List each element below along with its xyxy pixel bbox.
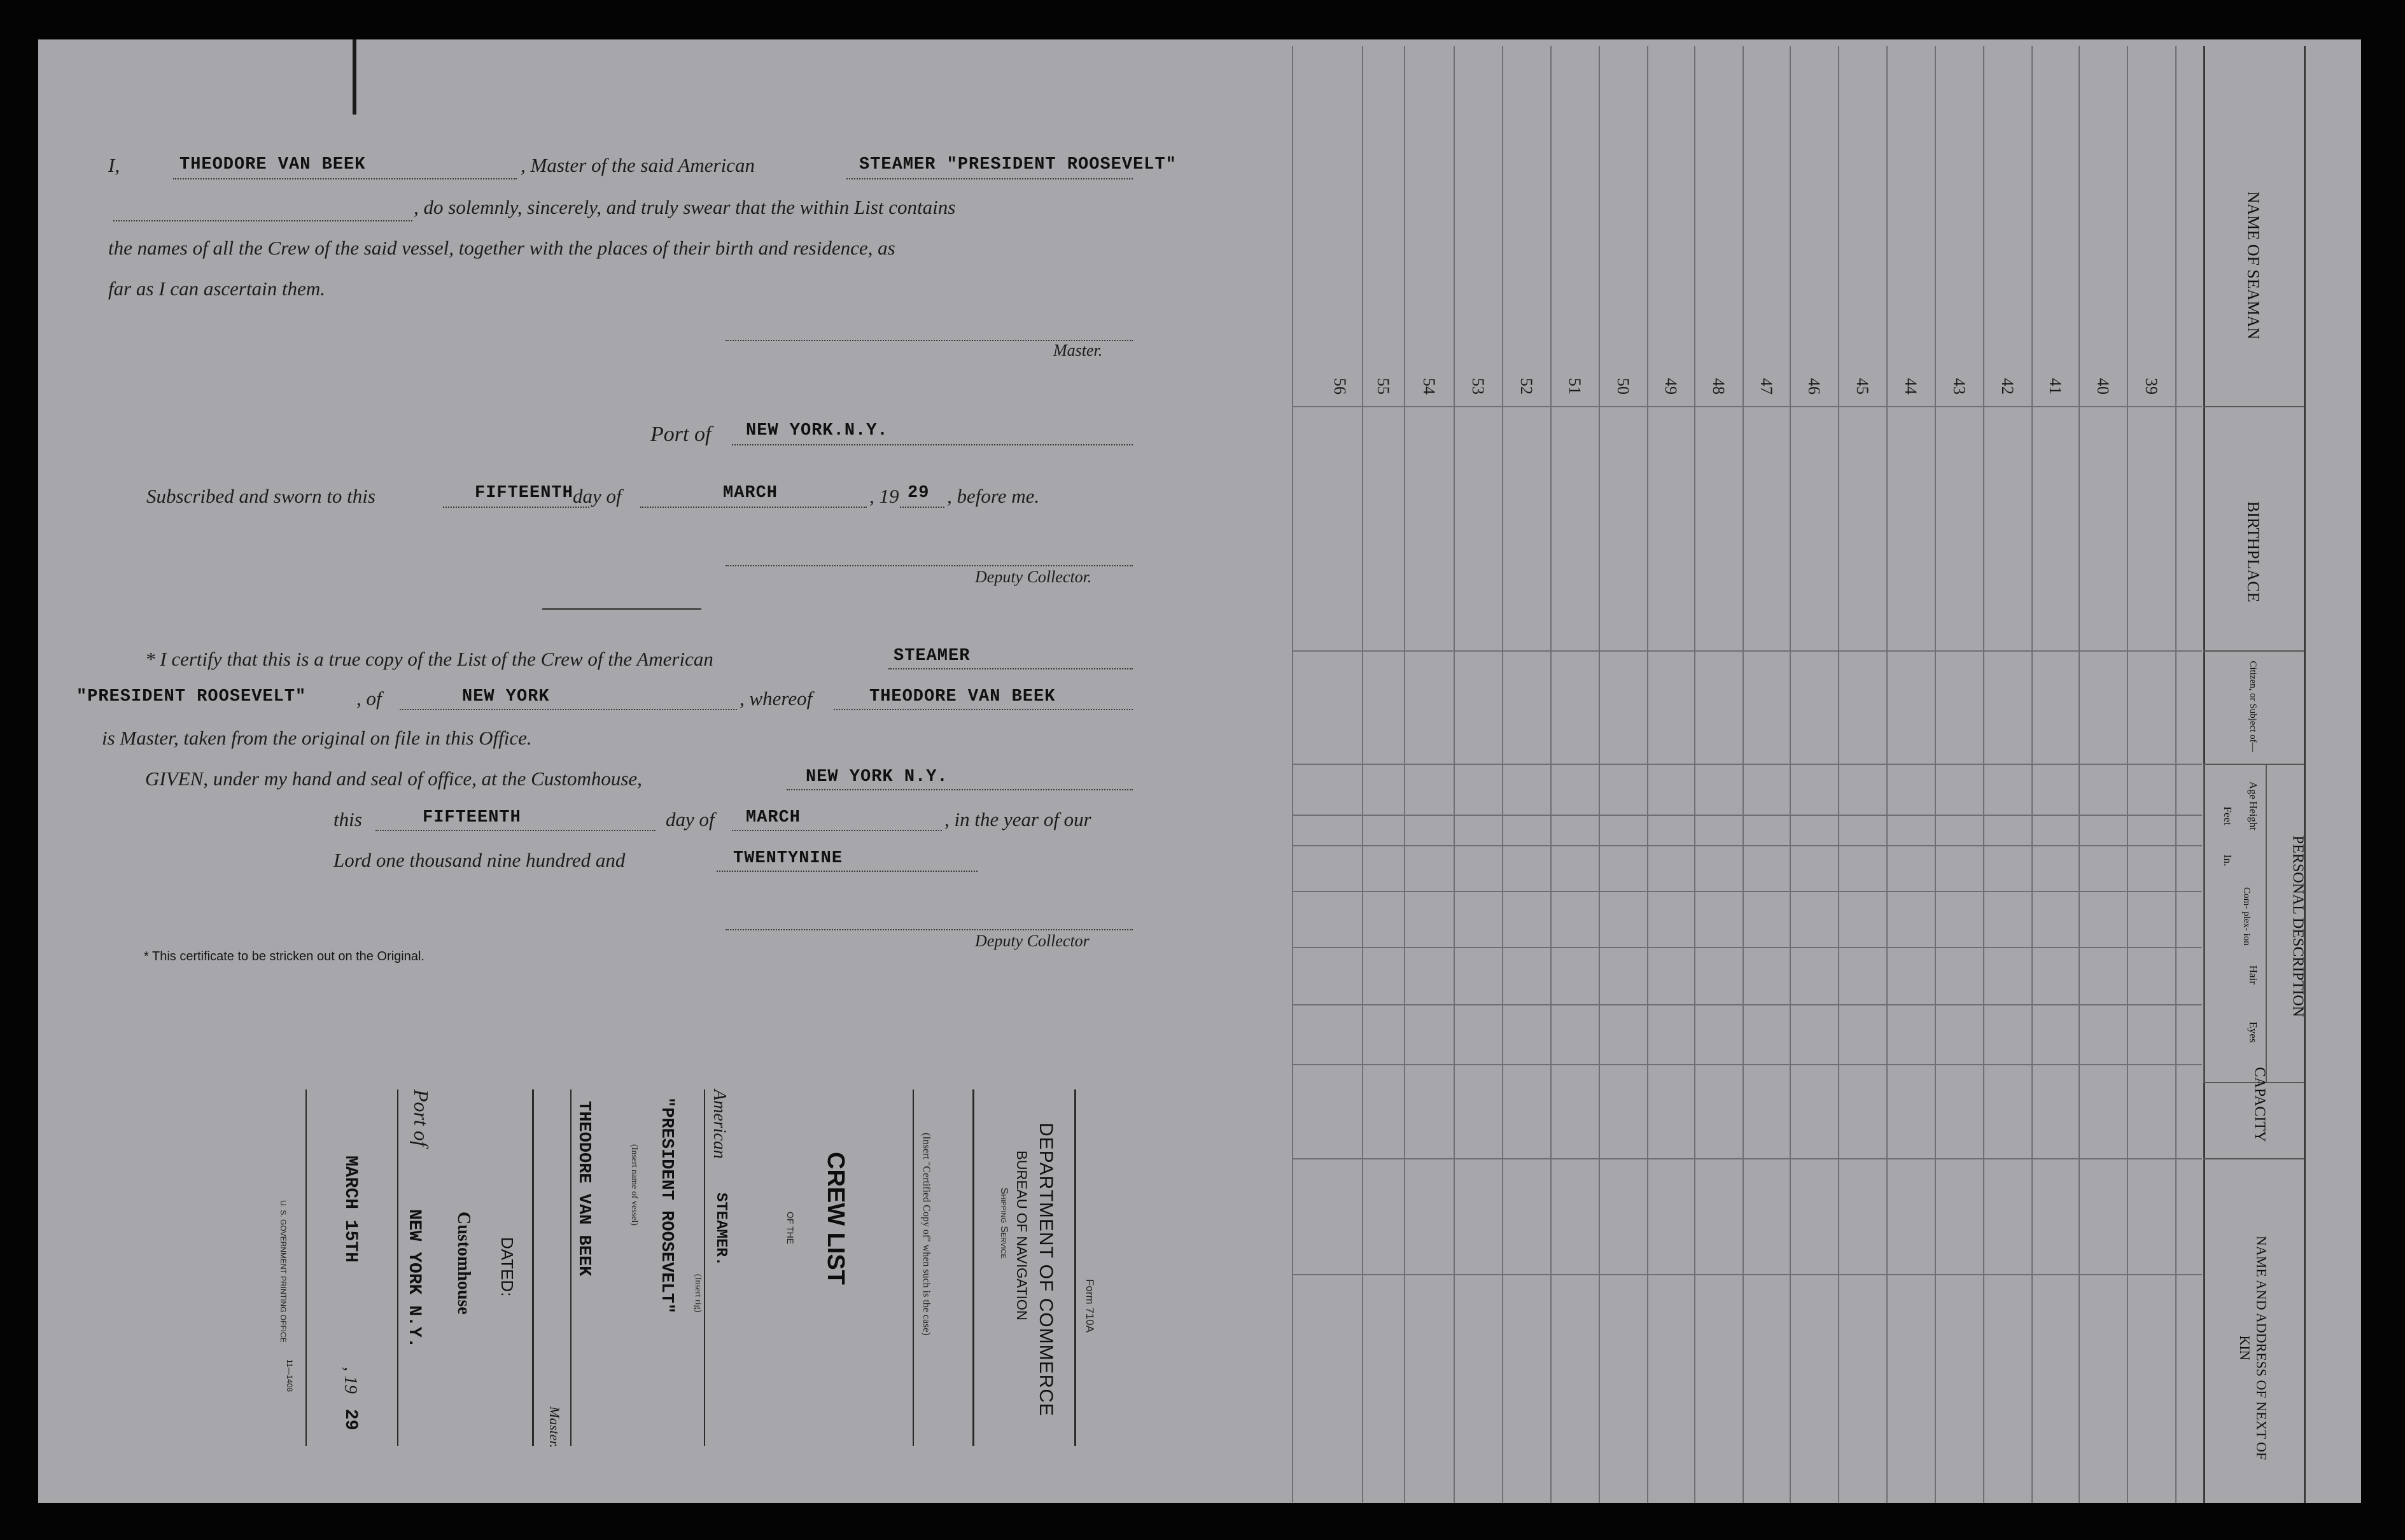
- header-height: Height: [2247, 801, 2259, 831]
- header-citizen: Citizen, or Subject of—: [2248, 661, 2258, 752]
- row-number: 53: [1469, 378, 1487, 395]
- docket-rule: [704, 1089, 705, 1446]
- sworn-year-prefix: , 19: [869, 485, 899, 507]
- cert-month: MARCH: [746, 808, 801, 827]
- cert-master: THEODORE VAN BEEK: [869, 687, 1056, 706]
- docket-printing-office: U. S. GOVERNMENT PRINTING OFFICE: [279, 1200, 288, 1343]
- docket-rule: [570, 1089, 571, 1446]
- oath-master-label: Master.: [1053, 341, 1103, 360]
- docket-port-of: Port of: [410, 1089, 433, 1147]
- row-number: 49: [1662, 378, 1680, 395]
- deputy-collector-label: Deputy Collector.: [975, 568, 1092, 586]
- row-number: 48: [1709, 378, 1728, 395]
- header-personal-description: PERSONAL DESCRIPTION: [2289, 835, 2306, 1018]
- oath-master-of: , Master of the said American: [521, 154, 755, 176]
- binding-mark: [353, 39, 356, 115]
- row-number: 52: [1517, 378, 1536, 395]
- row-number: 43: [1950, 378, 1968, 395]
- oath-line3: the names of all the Crew of the said vessel, together with the places of their birth and residence, as: [108, 237, 895, 259]
- cert-line1: * I certify that this is a true copy of the List of the Crew of the American: [145, 648, 713, 670]
- cert-lord: Lord one thousand nine hundred and: [333, 849, 626, 871]
- docket-customhouse: Customhouse: [454, 1212, 473, 1315]
- header-age: Age: [2247, 781, 2259, 800]
- crew-table: [1292, 46, 2304, 1503]
- day-of-label: day of: [573, 485, 622, 507]
- row-number: 46: [1805, 378, 1823, 395]
- row-number: 42: [1998, 378, 2017, 395]
- docket-service: Shipping Service: [999, 1187, 1009, 1259]
- oath-line2: , do solemnly, sincerely, and truly swear that the within List contains: [414, 196, 956, 218]
- subscribed-label: Subscribed and sworn to this: [146, 485, 375, 507]
- cert-day: FIFTEENTH: [423, 808, 521, 827]
- row-number: 55: [1374, 378, 1392, 395]
- cert-of-value: NEW YORK: [462, 687, 550, 706]
- header-capacity: CAPACITY: [2251, 1067, 2268, 1142]
- docket-vessel: "PRESIDENT ROOSEVELT": [657, 1097, 676, 1314]
- docket-year-prefix: , 19: [340, 1367, 360, 1394]
- docket-insert-note: (Insert "Certified Copy of" when such is the case): [921, 1133, 932, 1336]
- docket-american: American: [710, 1089, 729, 1159]
- row-number: 45: [1853, 378, 1872, 395]
- header-birthplace: BIRTHPLACE: [2244, 501, 2262, 603]
- docket-rule: [305, 1089, 307, 1446]
- oath-i: I,: [108, 154, 120, 176]
- header-inches: In.: [2222, 854, 2234, 867]
- before-me: , before me.: [947, 485, 1040, 507]
- docket-master-label: Master.: [547, 1406, 563, 1448]
- docket-dept: DEPARTMENT OF COMMERCE: [1035, 1123, 1056, 1417]
- sworn-day: FIFTEENTH: [475, 484, 573, 503]
- header-next-of-kin: NAME AND ADDRESS OF NEXT OF KIN: [2237, 1235, 2269, 1460]
- docket-bureau: BUREAU OF NAVIGATION: [1014, 1151, 1030, 1320]
- docket-crew-list: CREW LIST: [822, 1152, 849, 1285]
- port-value: NEW YORK.N.Y.: [746, 421, 888, 440]
- docket-dated: DATED:: [498, 1237, 517, 1297]
- row-number: 51: [1566, 378, 1584, 395]
- header-eyes: Eyes: [2247, 1021, 2259, 1043]
- oath-line4: far as I can ascertain them.: [108, 277, 325, 300]
- docket-rule: [972, 1089, 974, 1446]
- docket-insert-vessel: (Insert name of vessel): [629, 1144, 639, 1226]
- section-divider: [542, 608, 701, 610]
- header-name-of-seaman: NAME OF SEAMAN: [2244, 191, 2262, 340]
- oath-master-name: THEODORE VAN BEEK: [179, 155, 366, 174]
- header-complexion: Com- plex- ion: [2241, 887, 2252, 946]
- row-number: 47: [1757, 378, 1776, 395]
- docket-insert-rig: (Insert rig): [693, 1274, 703, 1313]
- row-number: 54: [1420, 378, 1438, 395]
- cert-year-of-our: , in the year of our: [944, 808, 1091, 830]
- cert-given: GIVEN, under my hand and seal of office, at the Customhouse,: [145, 767, 642, 790]
- row-number: 40: [2094, 378, 2112, 395]
- cert-customhouse: NEW YORK N.Y.: [806, 767, 948, 787]
- docket-rule: [913, 1089, 914, 1446]
- cert-of: , of: [356, 687, 382, 710]
- cert-vessel-type: STEAMER: [894, 647, 971, 666]
- docket-rig: STEAMER.: [712, 1193, 729, 1266]
- cert-this: this: [333, 808, 362, 830]
- cert-footnote: * This certificate to be stricken out on the Original.: [144, 949, 424, 963]
- cert-deputy-label: Deputy Collector: [975, 932, 1090, 950]
- docket-rule: [397, 1089, 398, 1446]
- docket-rule: [532, 1089, 534, 1446]
- sworn-month: MARCH: [723, 484, 778, 503]
- row-number: 39: [2142, 378, 2161, 395]
- row-number: 41: [2046, 378, 2065, 395]
- docket-of-the: OF THE: [785, 1212, 796, 1245]
- row-number: 44: [1902, 378, 1920, 395]
- docket-year: 29: [340, 1409, 360, 1431]
- sworn-year: 29: [908, 484, 930, 503]
- cert-whereof: , whereof: [740, 687, 813, 710]
- cert-vessel-name: "PRESIDENT ROOSEVELT": [76, 687, 307, 706]
- header-hair: Hair: [2247, 965, 2259, 985]
- row-number: 50: [1614, 378, 1632, 395]
- docket-rule: [1074, 1089, 1076, 1446]
- port-label: Port of: [650, 423, 712, 446]
- docket-code: 11—1408: [285, 1359, 294, 1392]
- docket-port: NEW YORK N.Y.: [404, 1209, 424, 1348]
- cert-year-words: TWENTYNINE: [733, 849, 843, 868]
- cert-day-of: day of: [666, 808, 715, 830]
- docket-date: MARCH 15TH: [340, 1156, 360, 1263]
- cert-line3: is Master, taken from the original on file in this Office.: [102, 727, 532, 749]
- docket-master: THEODORE VAN BEEK: [574, 1101, 593, 1277]
- row-number: 56: [1331, 378, 1349, 395]
- header-feet: Feet: [2222, 806, 2234, 825]
- oath-vessel: STEAMER "PRESIDENT ROOSEVELT": [859, 155, 1177, 174]
- docket-form: Form 710A: [1084, 1279, 1096, 1333]
